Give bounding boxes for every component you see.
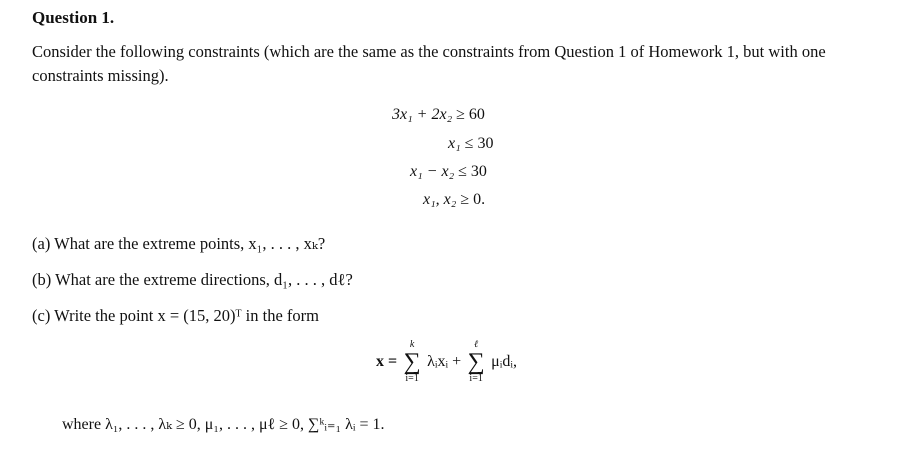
- sum-2-term: μᵢdᵢ,: [491, 353, 517, 370]
- constraint-4-lhs: x₁, x₂: [423, 191, 457, 208]
- constraint-2-lhs: x₁: [448, 135, 461, 152]
- sum-2-upper: ℓ: [474, 339, 479, 350]
- constraint-1-op: ≥: [456, 106, 465, 123]
- constraint-2: [448, 135, 493, 153]
- part-a-label: (a): [32, 234, 51, 253]
- sum-2-sigma: ∑: [467, 349, 485, 375]
- part-a: [32, 234, 325, 254]
- constraint-3-lhs: x₁ − x₂: [410, 163, 455, 180]
- formula-lhs: x =: [376, 353, 398, 370]
- part-b: [32, 270, 353, 290]
- sum-1-term: λᵢxᵢ +: [427, 353, 462, 370]
- part-c-text: Write the point x = (15, 20)ᵀ in the form: [54, 306, 319, 325]
- sum-1-sigma: ∑: [403, 349, 421, 375]
- part-c: [32, 306, 319, 326]
- constraint-2-op: ≤: [464, 135, 474, 152]
- question-intro: Consider the following constraints (which are the same as the constraints from Question 1 of Homework 1, but with one constraints missing).: [32, 42, 826, 85]
- sum-1-upper: k: [409, 339, 415, 350]
- sum-2-lower: i=1: [469, 373, 483, 384]
- part-b-label: (b): [32, 270, 52, 289]
- constraint-3: [410, 163, 487, 181]
- constraint-4: [423, 191, 485, 209]
- sum-2: [465, 340, 487, 384]
- part-a-text: What are the extreme points, x₁, . . . , xₖ?: [54, 234, 326, 253]
- question-heading: Question 1.: [32, 8, 115, 27]
- constraint-3-rhs: 30: [470, 163, 487, 180]
- display-formula: [376, 340, 517, 400]
- constraint-1-lhs: 3x₁ + 2x₂: [392, 106, 453, 123]
- sum-1-lower: i=1: [405, 373, 419, 384]
- where-clause: where λ₁, . . . , λₖ ≥ 0, μ₁, . . . , μℓ ≥ 0, ∑ᵏᵢ₌₁ λᵢ = 1.: [62, 416, 385, 433]
- sum-1: [401, 340, 423, 384]
- constraint-1-rhs: 60: [468, 106, 485, 123]
- constraint-4-rhs: 0.: [473, 191, 486, 208]
- constraint-3-op: ≤: [458, 163, 467, 180]
- constraint-1: [392, 106, 485, 124]
- constraint-2-rhs: 30: [477, 135, 494, 152]
- part-b-text: What are the extreme directions, d₁, . . . , dℓ?: [55, 270, 353, 289]
- part-c-label: (c): [32, 306, 51, 325]
- constraint-4-op: ≥: [460, 191, 470, 208]
